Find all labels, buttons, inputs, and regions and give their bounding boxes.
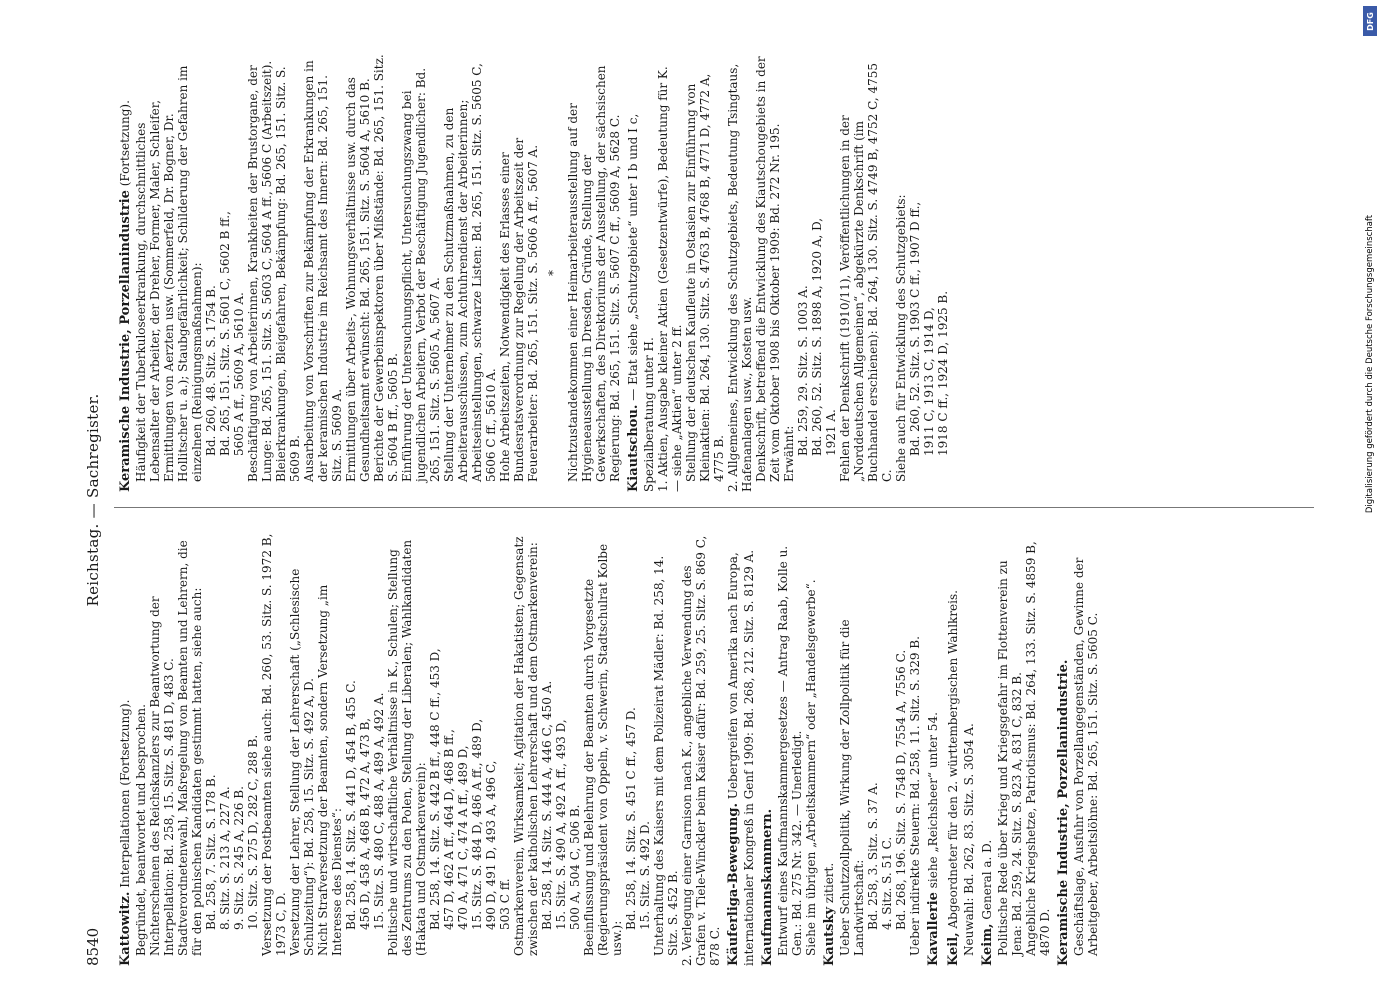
- register-entry: [726, 528, 756, 966]
- entry-line: Stadtverordnetenwahl, Maßregelung von Beamten und Lehrern, die für den polnischen Kandidaten gestimmt hatten, siehe auch:: [176, 540, 204, 956]
- entry-line: 490 D, 491 D, 493 A, 496 C,: [484, 760, 498, 930]
- entry-line: Versetzung der Postbeamten siehe auch: Bd. 260, 53. Sitz. S. 1972 B, 1973 C, D.: [260, 533, 288, 956]
- entry-line: Berichte der Gewerbeinspektoren über Mißstände: Bd. 265, 151. Sitz. S. 5604 B ff., 5605 B.: [372, 54, 400, 482]
- entry-line: Bd. 258, 3. Sitz. S. 37 A.: [866, 782, 880, 930]
- register-entry: [626, 54, 950, 492]
- entry-line: 456 D, 458 A, 468 B, 472 A, 473 B,: [358, 717, 372, 930]
- entry-heading: [980, 528, 996, 966]
- entry-line: Versetzung der Lehrer, Stellung der Lehrerschaft („Schlesische Schulzeitung“): Bd. 258, 15. Sitz. S. 492 A, D.: [288, 568, 316, 956]
- entry-line: Siehe im übrigen „Arbeitskammern“ oder „Handelsgewerbe“.: [804, 579, 818, 956]
- digitization-credit: Digitalisierung gefördert durch die Deutsche Forschungsgemeinschaft: [1365, 214, 1375, 514]
- entry-line: Einführung der Untersuchungspflicht, Untersuchungszwang bei jugendlichen Arbeitern, Verbot der Beschäftigung Jugendlicher: Bd. 265, 151. Sitz. S. 5605 A, 5607 A.: [400, 67, 442, 482]
- entry-qualifier: (Fortsetzung).: [118, 100, 132, 191]
- entry-line: Ueber indirekte Steuern: Bd. 258, 11. Sitz. S. 329 B.: [908, 636, 922, 956]
- entry-keyword: Kautsky: [822, 906, 837, 966]
- register-entry: [546, 54, 622, 492]
- register-entry: [980, 528, 1052, 966]
- right-column: [118, 54, 1318, 492]
- entry-line: Bd. 258, 14. Sitz. S. 444 A, 446 C, 450 A.: [540, 680, 554, 930]
- entry-line: Ostmarkenverein, Wirksamkeit; Agitation der Hakatisten; Gegensatz zwischen der katholischen Lehrerschaft und dem Ostmarkenverein:: [512, 536, 540, 956]
- entry-heading: [626, 54, 656, 492]
- entry-line: Begründet, beantwortet und besprochen.: [134, 704, 148, 956]
- entry-line: 500 A, 504 C, 506 B.: [568, 804, 582, 930]
- column-divider: [114, 507, 1314, 508]
- entry-line: Ausarbeitung von Vorschriften zur Bekämpfung der Erkrankungen in der keramischen Industrie im Reichsamt des Innern: Bd. 265, 151. Sitz. S. 5609 A.: [302, 60, 344, 482]
- entry-line: Neuwahl: Bd. 262, 83. Sitz. S. 3054 A.: [962, 723, 976, 956]
- entry-keyword: Kiautschou.: [626, 404, 641, 492]
- entry-heading: [118, 528, 134, 966]
- entry-line: Bd. 265, 151. Sitz. S. 5601 C, 5602 B ff.,: [218, 211, 232, 456]
- entry-line: 10. Sitz. S. 275 D, 282 C, 288 B.: [246, 734, 260, 930]
- entry-qualifier: zitiert.: [822, 862, 836, 907]
- register-entry: [118, 54, 540, 492]
- entry-line: Angebliche Kriegshetze, Patriotismus: Bd. 264, 133. Sitz. S. 4859 B, 4870 D.: [1024, 541, 1052, 956]
- entry-qualifier: siehe „Reichsheer“ unter 54.: [926, 712, 940, 893]
- entry-line: 2. Verlegung einer Garnison nach K., angebliche Verwendung des Grafen v. Tiele-Winckler beim Kaiser dafür: Bd. 259, 25. Sitz. S. 869 C, 878 C.: [680, 535, 722, 966]
- entry-line: Entwurf eines Kaufmannskammergesetzes — Antrag Raab, Kolle u. Gen.: Bd. 275 Nr. 342. — Unerledigt.: [776, 545, 804, 956]
- entry-heading: [760, 528, 776, 966]
- register-entry: [1056, 528, 1100, 966]
- entry-qualifier: Abgeordneter für den 2. württembergischen Wahlkreis.: [946, 590, 960, 933]
- entry-line: Ermittlungen über Arbeits-, Wohnungsverhältnisse usw. durch das Gesundheitsamt erwünscht: Bd. 265, 151. Sitz. S. 5604 A, 5610 B.: [344, 77, 372, 482]
- entry-keyword: Kattowitz.: [118, 891, 133, 966]
- entry-line: Nichtzustandekommen einer Heimarbeiterausstellung auf der Hygieneausstellung in Dresden, Gründe, Stellung der Gewerkschaften, des Direktoriums der Ausstellung, der sächsischen Regierung: Bd. 265, 151. Sitz. S. 5607 C ff., 5609 A, 5628 C.: [566, 65, 622, 482]
- entry-keyword: Kavallerie: [926, 892, 941, 966]
- entry-keyword: Keramische Industrie, Porzellanindustrie.: [1056, 659, 1071, 966]
- entry-line: Fehlen der Denkschrift (1910/11), Veröffentlichungen in der „Norddeutschen Allgemeinen“, abgekürzte Denkschrift (im Buchhandel erschienen): Bd. 264, 130. Sitz. S. 4749 B, 4752 C, 4755 C.: [838, 62, 894, 482]
- register-entry: [822, 528, 922, 966]
- entry-line: Siehe auch für Entwicklung des Schutzgebiets:: [894, 194, 908, 482]
- entry-line: Geschäftslage, Ausfuhr von Porzellangegenständen, Gewinne der Arbeitgeber, Arbeitslöhne: Bd. 265, 151. Sitz. S. 5605 C.: [1072, 557, 1100, 956]
- entry-line: 457 D, 462 A ff., 464 D, 468 B ff.,: [442, 729, 456, 930]
- entry-qualifier: Interpellationen (Fortsetzung).: [118, 699, 132, 892]
- entry-line: 4. Sitz. S. 51 C.: [880, 836, 894, 930]
- register-entry: [946, 528, 976, 966]
- entry-line: 470 A, 471 C, 474 A ff., 489 D,: [456, 745, 470, 930]
- entry-line: 1. Aktien, Ausgabe kleiner Aktien (Gesetzentwürfe), Bedeutung für K. — siehe „Aktien“ unter 2 ff.: [656, 66, 684, 492]
- entry-line: Bd. 268, 196. Sitz. S. 7548 D, 7554 A, 7556 C.: [894, 649, 908, 930]
- entry-line: Bd. 258, 14. Sitz. S. 451 C ff., 457 D.: [624, 707, 638, 930]
- entry-heading: [118, 54, 134, 492]
- entry-line: 9. Sitz. S. 245 A, 226 B.: [232, 786, 246, 930]
- entry-line: Nicht Strafversetzung der Beamten, sondern Versetzung „im Interesse des Dienstes“:: [316, 584, 344, 956]
- entry-keyword: Keil,: [946, 932, 961, 966]
- entry-qualifier: — Etat siehe „Schutzgebiete“ unter I b und I c, Spezialberatung unter H.: [626, 113, 656, 492]
- entry-line: Bd. 259, 29. Sitz. S. 1003 A.: [796, 285, 810, 456]
- left-column: [118, 528, 1318, 966]
- entry-heading: [926, 528, 942, 966]
- entry-line: 1911 C, 1913 C, 1914 D,: [922, 307, 936, 456]
- page-title: Reichstag. — Sachregister.: [84, 393, 102, 607]
- entry-qualifier: General a. D.: [980, 839, 994, 924]
- entry-heading: [822, 528, 838, 966]
- entry-line: 2. Allgemeines, Entwicklung des Schutzgebiets, Bedeutung Tsingtaus, Hafenanlagen usw., Kosten usw.: [726, 63, 754, 492]
- register-entry: [118, 528, 722, 966]
- entry-line: Bd. 258, 14. Sitz. S. 442 B ff., 448 C ff., 453 D,: [428, 648, 442, 930]
- entry-heading: [1056, 528, 1072, 966]
- entry-keyword: Keim,: [980, 923, 995, 966]
- entry-line: 15. Sitz. S. 480 C, 488 A, 489 A, 492 A.: [372, 692, 386, 930]
- entry-keyword: Keramische Industrie, Porzellanindustrie: [118, 190, 133, 492]
- entry-line: Erwähnt:: [782, 425, 796, 482]
- page-number: 8540: [84, 927, 102, 966]
- register-page: [80, 34, 1330, 966]
- entry-qualifier: Uebergreifen von Amerika nach Europa, internationaler Kongreß in Genf 1909: Bd. 268, 212. Sitz. S. 8129 A.: [726, 549, 756, 966]
- entry-line: 15. Sitz. S. 484 D, 486 A ff., 489 D,: [470, 718, 484, 930]
- running-header: [80, 34, 106, 966]
- entry-line: 503 C ff.: [498, 878, 512, 930]
- entry-line: 5605 A ff., 5609 A, 5610 A.: [232, 292, 246, 456]
- entry-line: Häufigkeit der Tuberkuloseerkrankung, durchschnittliches Lebensalter der Arbeiter, der Dreher, Former, Maler, Schleifer, Ermittlungen von Aerzten usw. (Sommerfeld, Dr. Bogner, Dr. Hollitscher u. a.); Staubgefährlichkeit; Schilderung der Gefahren im einzelnen (Reinigungsmaßnahmen):: [134, 65, 204, 482]
- entry-line: 15. Sitz. S. 492 D.: [638, 821, 652, 930]
- entry-keyword: Kaufmannskammern.: [760, 808, 775, 966]
- entry-line: Beeinflussung und Belehrung der Beamten durch Vorgesetzte (Regierungspräsident von Oppeln, v. Schwerin, Stadtschulrat Kolbe usw.):: [582, 543, 624, 956]
- entry-line: 8. Sitz. S. 213 A, 227 A.: [218, 786, 232, 930]
- entry-line: Politische Rede über Krieg und Kriegsgefahr im Flottenverein zu Jena: Bd. 259, 24. Sitz. S. 823 A, 831 C, 832 B.: [996, 560, 1024, 956]
- entry-heading: [726, 528, 756, 966]
- entry-line: 15. Sitz. S. 490 A, 492 A ff., 493 D,: [554, 719, 568, 930]
- entry-line: Stellung der Unternehmer zu den Schutzmaßnahmen, zu den Arbeiterausschüssen, zum Achtuhrendienst der Arbeiterinnen; Arbeitseinstellungen, schwarze Listen: Bd. 265, 151. Sitz. S. 5605 C, 5606 C ff., 5610 A.: [442, 63, 498, 482]
- entry-line: Politische und wirtschaftliche Verhältnisse in K., Schulen; Stellung des Zentrums zu den Polen, Stellung der Liberalen; Wahlkandidaten (Hakata und Ostmarkenverein):: [386, 539, 428, 956]
- entry-line: Bd. 258, 7. Sitz. S. 178 B.: [204, 774, 218, 930]
- entry-line: Bd. 258, 14. Sitz. S. 441 D, 454 B, 455 C.: [344, 680, 358, 930]
- entry-line: 1921 A.: [824, 409, 838, 456]
- entry-heading: [946, 528, 962, 966]
- entry-line: Stellung der deutschen Kaufleute in Ostasien zur Einführung von Kleinaktien: Bd. 264, 130. Sitz. S. 4763 B, 4768 B, 4771 D, 4772 A, 4775 B.: [684, 73, 726, 482]
- entry-line: Hohe Arbeitszeiten, Notwendigkeit des Erlasses einer Bundesratsverordnung zur Regelung der Arbeitszeit der Feuerarbeiter: Bd. 265, 151. Sitz. S. 5606 A ff., 5607 A.: [498, 137, 540, 482]
- entry-line: 1918 C ff., 1924 D, 1925 B.: [936, 290, 950, 456]
- entry-line: Nichterscheinen des Reichskanzlers zur Beantwortung der Interpellation: Bd. 258, 15. Sitz. S. 481 D, 483 C.: [148, 596, 176, 956]
- entry-keyword: Käuferliga-Bewegung.: [726, 802, 741, 966]
- entry-line: Bleierkrankungen, Bleigefahren, Bekämpfung: Bd. 265, 151. Sitz. S. 5609 B.: [274, 66, 302, 482]
- entry-line: Bd. 260, 48. Sitz. S. 1754 B.: [204, 285, 218, 456]
- dfg-logo: DFG: [1363, 6, 1377, 36]
- entry-line: Unterhaltung des Kaisers mit dem Polizeirat Mädler: Bd. 258, 14. Sitz. S. 452 B.: [652, 555, 680, 956]
- entry-line: Ueber Schutzzollpolitik, Wirkung der Zollpolitik für die Landwirtschaft:: [838, 619, 866, 956]
- section-asterisk: *: [546, 270, 560, 276]
- register-entry: [926, 528, 942, 966]
- entry-line: Bd. 260, 52. Sitz. S. 1898 A, 1920 A, D,: [810, 217, 824, 456]
- register-entry: [760, 528, 818, 966]
- entry-line: Beschäftigung von Arbeiterinnen, Krankheiten der Brustorgane, der Lunge: Bd. 265, 151. Sitz. S. 5603 C, 5604 A ff., 5606 C (Arbeitszeit).: [246, 60, 274, 482]
- entry-line: Bd. 260, 52. Sitz. S. 1903 C ff., 1907 D ff.,: [908, 201, 922, 456]
- entry-line: Denkschrift, betreffend die Entwicklung des Kiautschougebiets in der Zeit vom Oktober 1908 bis Oktober 1909: Bd. 272 Nr. 195.: [754, 56, 782, 482]
